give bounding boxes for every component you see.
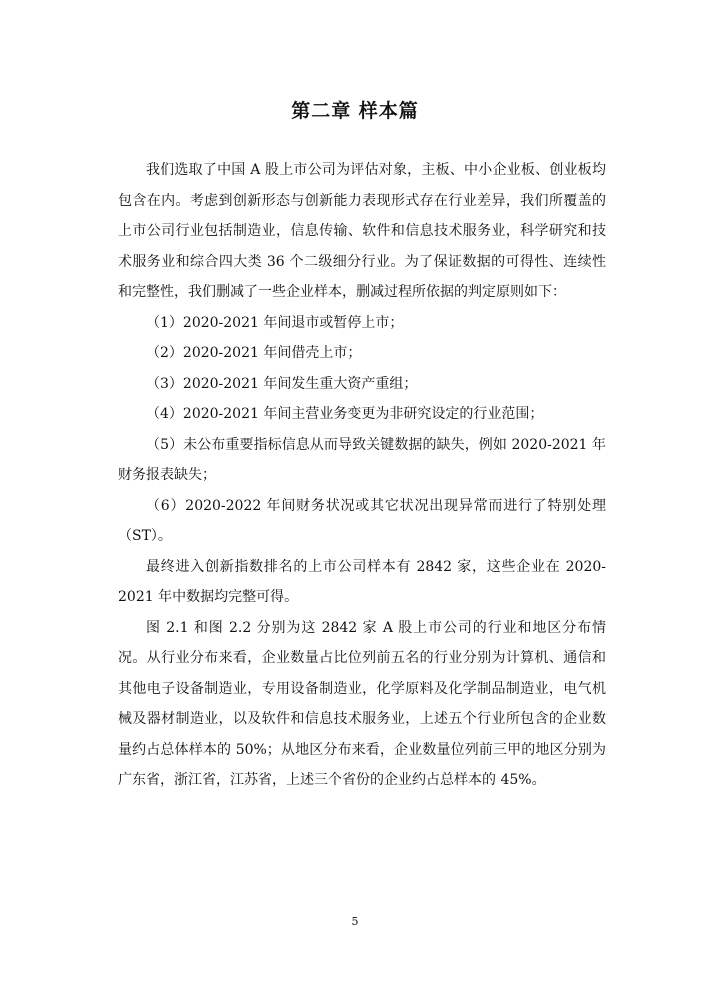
- criterion-4: （4）2020-2021 年间主营业务变更为非研究设定的行业范围；: [146, 406, 544, 422]
- page-number: 5: [351, 915, 359, 928]
- criterion-1: （1）2020-2021 年间退市或暂停上市；: [146, 314, 404, 331]
- paragraph-sample-count: 最终进入创新指数排名的上市公司样本有 2842 家，这些企业在 2020-2021 年中数据均完整可得。: [118, 558, 606, 605]
- chapter-title: 第二章 样本篇: [291, 100, 419, 122]
- paragraph-intro: 我们选取了中国 A 股上市公司为评估对象，主板、中小企业板、创业板均包含在内。考虑到创新形态与创新能力表现形式存在行业差异，我们所覆盖的上市公司行业包括制造业，信息传输、软件和信息技术服务业，科学研究和技术服务业和综合四大类 36 个二级细分行业。为了保证数据的可得性、连续性和完整性，我们删减了一些企业样本，删减过程所依据的判定原则如下：: [118, 162, 606, 300]
- criterion-6: （6）2020-2022 年间财务状况或其它状况出现异常而进行了特别处理（ST）。: [118, 497, 606, 544]
- criterion-2: （2）2020-2021 年间借壳上市；: [146, 345, 362, 361]
- criterion-5: （5）未公布重要指标信息从而导致关键数据的缺失，例如 2020-2021 年财务报表缺失；: [118, 436, 606, 483]
- body-text: [118, 155, 606, 796]
- criterion-3: （3）2020-2021 年间发生重大资产重组；: [146, 375, 418, 392]
- paragraph-distribution: 图 2.1 和图 2.2 分别为这 2842 家 A 股上市公司的行业和地区分布情况。从行业分布来看，企业数量占比位列前五名的行业分别为计算机、通信和其他电子设备制造业，专用设备制造业，化学原料及化学制品制造业，电气机械及器材制造业，以及软件和信息技术服务业，上述五个行业所包含的企业数量约占总体样本的 50%；从地区分布来看，企业数量位列前三甲的地区分别为广东省，浙江省，江苏省，上述三个省份的企业约占总样本的 45%。: [118, 619, 606, 788]
